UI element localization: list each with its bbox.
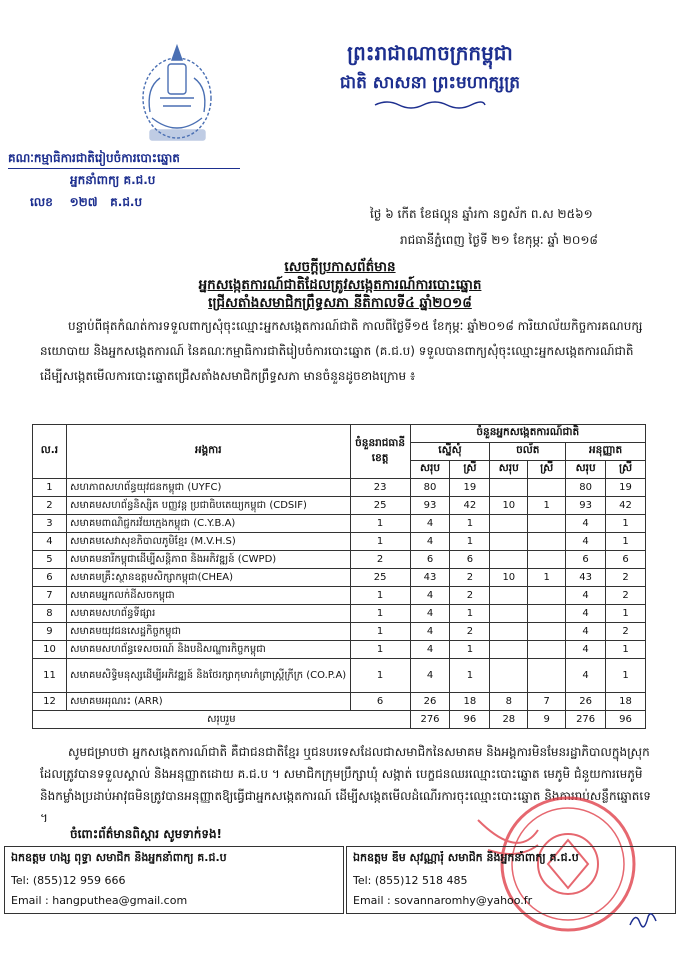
row-approved-female: 1 bbox=[606, 533, 646, 551]
contacts-section bbox=[4, 846, 676, 916]
row-approved-female: 19 bbox=[606, 479, 646, 497]
national-motto: ជាតិ សាសនា ព្រះមហាក្សត្រ bbox=[339, 73, 521, 93]
row-withdrawn-total bbox=[490, 605, 528, 623]
row-provinces: 1 bbox=[350, 515, 410, 533]
table-row bbox=[33, 587, 646, 605]
sub-header-total: សរុប bbox=[410, 461, 450, 479]
row-approved-total: 26 bbox=[566, 693, 606, 711]
row-applied-female: 1 bbox=[450, 659, 490, 693]
row-applied-female: 19 bbox=[450, 479, 490, 497]
row-withdrawn-female: 1 bbox=[528, 497, 566, 515]
total-approved-female: 96 bbox=[606, 711, 646, 729]
closing-line: ចំពោះព័ត៌មានពិស្តារ សូមទាក់ទង! bbox=[70, 827, 223, 841]
row-provinces: 1 bbox=[350, 623, 410, 641]
row-org: សមាគមពាណិជ្ជករវ័យក្មេងកម្ពុជា (C.Y.B.A) bbox=[66, 515, 350, 533]
contact-email[interactable]: Email : sovannaromhy@yahoo.fr bbox=[353, 894, 533, 907]
table-row bbox=[33, 623, 646, 641]
col-header-no: ល.រ bbox=[33, 425, 67, 479]
row-provinces: 1 bbox=[350, 641, 410, 659]
contact-name: ឯកឧត្តម ឌឹម សុវណ្ណារុំ សមាជិក និងអ្នកនាំពាក្យ គ.ជ.ប bbox=[353, 851, 579, 864]
table-row bbox=[33, 641, 646, 659]
contact-card bbox=[4, 846, 344, 914]
totals-label: សរុបរួម bbox=[33, 711, 411, 729]
committee-name: គណៈកម្មាធិការជាតិរៀបចំការបោះឆ្នោត bbox=[8, 151, 180, 165]
row-withdrawn-female bbox=[528, 641, 566, 659]
row-no: 3 bbox=[33, 515, 67, 533]
row-approved-total: 4 bbox=[566, 515, 606, 533]
row-provinces: 2 bbox=[350, 551, 410, 569]
row-no: 1 bbox=[33, 479, 67, 497]
row-approved-total: 6 bbox=[566, 551, 606, 569]
row-withdrawn-female bbox=[528, 605, 566, 623]
row-org: សមាគមអ្នកលក់ដីសចកម្ពុជា bbox=[66, 587, 350, 605]
table-row bbox=[33, 693, 646, 711]
row-approved-total: 4 bbox=[566, 659, 606, 693]
contact-card bbox=[346, 846, 676, 914]
row-applied-total: 43 bbox=[410, 569, 450, 587]
row-provinces: 25 bbox=[350, 569, 410, 587]
solar-date: រាជធានីភ្នំពេញ ថ្ងៃទី ២១ ខែកុម្ភៈ ឆ្នាំ ២០១៨ bbox=[400, 233, 598, 247]
table-row bbox=[33, 605, 646, 623]
row-approved-total: 4 bbox=[566, 587, 606, 605]
reference-number bbox=[30, 194, 142, 212]
table-row bbox=[33, 533, 646, 551]
row-no: 9 bbox=[33, 623, 67, 641]
row-applied-female: 6 bbox=[450, 551, 490, 569]
row-applied-total: 93 bbox=[410, 497, 450, 515]
row-no: 2 bbox=[33, 497, 67, 515]
ornament-divider-icon bbox=[370, 100, 490, 110]
row-approved-female: 42 bbox=[606, 497, 646, 515]
row-approved-total: 43 bbox=[566, 569, 606, 587]
row-applied-female: 2 bbox=[450, 569, 490, 587]
row-applied-female: 1 bbox=[450, 605, 490, 623]
kingdom-title: ព្រះរាជាណាចក្រកម្ពុជា bbox=[347, 41, 513, 65]
row-withdrawn-total: 8 bbox=[490, 693, 528, 711]
row-no: 5 bbox=[33, 551, 67, 569]
row-no: 10 bbox=[33, 641, 67, 659]
row-provinces: 23 bbox=[350, 479, 410, 497]
row-no: 12 bbox=[33, 693, 67, 711]
row-approved-female: 1 bbox=[606, 605, 646, 623]
announcement-title: សេចក្តីប្រកាសព័ត៌មាន bbox=[284, 259, 396, 275]
col-header-provinces: ចំនួនរាជធានីខេត្ត bbox=[350, 425, 410, 479]
row-provinces: 1 bbox=[350, 533, 410, 551]
row-approved-total: 4 bbox=[566, 623, 606, 641]
row-org: សមាគមសហព័ន្ធនិស្សិត បញ្ញវន្ត ប្រជាធិបតេយ្យកម្ពុជា (CDSIF) bbox=[66, 497, 350, 515]
row-no: 7 bbox=[33, 587, 67, 605]
committee-underline bbox=[8, 168, 240, 169]
row-approved-female: 1 bbox=[606, 515, 646, 533]
row-applied-total: 6 bbox=[410, 551, 450, 569]
row-approved-female: 18 bbox=[606, 693, 646, 711]
row-approved-total: 4 bbox=[566, 533, 606, 551]
table-row bbox=[33, 551, 646, 569]
row-org: សមាគមនារីកម្ពុជាដើម្បីសន្តិភាព និងអភិវឌ្ឍន៍ (CWPD) bbox=[66, 551, 350, 569]
sub-header-total: សរុប bbox=[490, 461, 528, 479]
totals-row bbox=[33, 711, 646, 729]
handwritten-initial-icon bbox=[626, 905, 662, 931]
row-approved-total: 4 bbox=[566, 641, 606, 659]
ref-number: ១២៧ bbox=[69, 195, 98, 209]
row-withdrawn-female bbox=[528, 551, 566, 569]
row-provinces: 1 bbox=[350, 605, 410, 623]
row-org: សមាគមអរុណរះ (ARR) bbox=[66, 693, 350, 711]
national-emblem-icon bbox=[130, 38, 225, 150]
ref-suffix: គ.ជ.ប bbox=[110, 195, 143, 209]
row-applied-female: 2 bbox=[450, 623, 490, 641]
row-withdrawn-total bbox=[490, 515, 528, 533]
total-applied: 276 bbox=[410, 711, 450, 729]
lunar-date: ថ្ងៃ ៦ កើត ខែផល្គុន ឆ្នាំរកា នព្វស័ក ព.ស ២៥៦១ bbox=[370, 207, 593, 221]
row-applied-total: 4 bbox=[410, 587, 450, 605]
row-approved-female: 6 bbox=[606, 551, 646, 569]
row-applied-female: 18 bbox=[450, 693, 490, 711]
row-no: 11 bbox=[33, 659, 67, 693]
contact-name: ឯកឧត្តម ហង្ស ពុទ្ធា សមាជិក និងអ្នកនាំពាក្យ គ.ជ.ប bbox=[11, 851, 227, 864]
row-applied-female: 42 bbox=[450, 497, 490, 515]
row-applied-female: 1 bbox=[450, 641, 490, 659]
sub-header-female: ស្រី bbox=[606, 461, 646, 479]
row-withdrawn-total bbox=[490, 641, 528, 659]
row-approved-total: 93 bbox=[566, 497, 606, 515]
row-provinces: 6 bbox=[350, 693, 410, 711]
row-org: សមាគមគ្រឹះស្ថានឧត្តមសិក្សាកម្ពុជា(CHEA) bbox=[66, 569, 350, 587]
row-withdrawn-female bbox=[528, 659, 566, 693]
announcement-subtitle-1: អ្នកសង្កេតការណ៍ជាតិដែលត្រូវសង្កេតការណ៍ការបោះឆ្នោត bbox=[198, 277, 482, 293]
table-row bbox=[33, 479, 646, 497]
row-withdrawn-total bbox=[490, 659, 528, 693]
contact-email[interactable]: Email : hangputhea@gmail.com bbox=[11, 894, 188, 907]
row-withdrawn-female bbox=[528, 623, 566, 641]
row-withdrawn-female bbox=[528, 587, 566, 605]
row-withdrawn-female: 7 bbox=[528, 693, 566, 711]
ref-label: លេខ bbox=[30, 195, 53, 209]
row-approved-female: 2 bbox=[606, 569, 646, 587]
col-header-observers: ចំនួនអ្នកសង្កេតការណ៍ជាតិ bbox=[410, 425, 645, 443]
row-provinces: 1 bbox=[350, 587, 410, 605]
row-org: សមាគមសេវាសុខភិបាលភូមិខ្មែរ (M.V.H.S) bbox=[66, 533, 350, 551]
row-withdrawn-female: 1 bbox=[528, 569, 566, 587]
row-applied-total: 80 bbox=[410, 479, 450, 497]
row-org: សមាគមសិទ្ធិមនុស្សដើម្បីអភិវឌ្ឍន៍ និងថែរក្សាកុមារកំព្រាស្ត្រីក្រីក្រ (CO.P.A) bbox=[66, 659, 350, 693]
total-applied-female: 96 bbox=[450, 711, 490, 729]
col-header-org: អង្គការ bbox=[66, 425, 350, 479]
row-withdrawn-total bbox=[490, 551, 528, 569]
col-header-approved: អនុញ្ញាត bbox=[566, 443, 646, 461]
col-header-withdrawn: ចល័ត bbox=[490, 443, 566, 461]
row-applied-total: 4 bbox=[410, 623, 450, 641]
row-withdrawn-total bbox=[490, 587, 528, 605]
total-withdrawn-female: 9 bbox=[528, 711, 566, 729]
row-withdrawn-total bbox=[490, 479, 528, 497]
row-withdrawn-total: 10 bbox=[490, 497, 528, 515]
row-applied-female: 2 bbox=[450, 587, 490, 605]
sub-header-female: ស្រី bbox=[528, 461, 566, 479]
row-approved-total: 4 bbox=[566, 605, 606, 623]
table-row bbox=[33, 515, 646, 533]
row-withdrawn-total bbox=[490, 533, 528, 551]
row-withdrawn-female bbox=[528, 515, 566, 533]
row-applied-total: 26 bbox=[410, 693, 450, 711]
row-no: 6 bbox=[33, 569, 67, 587]
table-row bbox=[33, 497, 646, 515]
announcement-subtitle-2: ជ្រើសតាំងសមាជិកព្រឹទ្ធសភា នីតិកាលទី៤ ឆ្នាំ២០១៨ bbox=[208, 295, 472, 311]
row-org: សមាគមយុវជនសេដ្ឋកិច្ចកម្ពុជា bbox=[66, 623, 350, 641]
table-row bbox=[33, 659, 646, 693]
row-org: សហភាពសហព័ន្ធយុវជនកម្ពុជា (UYFC) bbox=[66, 479, 350, 497]
row-withdrawn-female bbox=[528, 479, 566, 497]
sub-header-female: ស្រី bbox=[450, 461, 490, 479]
row-applied-total: 4 bbox=[410, 659, 450, 693]
table-row bbox=[33, 569, 646, 587]
row-approved-female: 1 bbox=[606, 659, 646, 693]
note-paragraph: សូមជម្រាបថា អ្នកសង្កេតការណ៍ជាតិ គឺជាជនជាតិខ្មែរ ឬជនបរទេសដែលជាសមាជិកនៃសមាគម និងអង្គការមិនមែនរដ្ឋាភិបាលក្នុងស្រុក ដែលត្រូវបានទទួលស្គាល់ និងអនុញ្ញាតដោយ គ.ជ.ប ។ សមាជិកក្រុមប្រឹក្សាឃុំ សង្កាត់ បេក្ខជនឈរឈ្មោះបោះឆ្នោត មេភូមិ ជំនួយការមេភូមិ និងកម្លាំងប្រដាប់អាវុធមិនត្រូវបានអនុញ្ញាតឱ្យធ្វើជាអ្នកសង្កេតការណ៍ ដើម្បីសង្កេតមើលដំណើរការចុះឈ្មោះបោះឆ្នោត និងការរាប់សន្លឹកឆ្នោតទេ ។ bbox=[40, 745, 651, 825]
row-withdrawn-female bbox=[528, 533, 566, 551]
row-approved-female: 2 bbox=[606, 587, 646, 605]
row-applied-total: 4 bbox=[410, 605, 450, 623]
contact-phone[interactable]: Tel: (855)12 959 666 bbox=[11, 874, 126, 887]
row-withdrawn-total: 10 bbox=[490, 569, 528, 587]
row-provinces: 25 bbox=[350, 497, 410, 515]
observers-table bbox=[32, 424, 646, 729]
row-approved-female: 2 bbox=[606, 623, 646, 641]
contact-phone[interactable]: Tel: (855)12 518 485 bbox=[353, 874, 468, 887]
sub-header-total: សរុប bbox=[566, 461, 606, 479]
row-applied-total: 4 bbox=[410, 515, 450, 533]
spokesperson-label: អ្នកនាំពាក្យ គ.ជ.ប bbox=[70, 173, 156, 187]
row-org: សមាគមសហព័ន្ធទីផ្សារ bbox=[66, 605, 350, 623]
col-header-applied: ស្នើសុំ bbox=[410, 443, 490, 461]
row-org: សមាគមសហព័ន្ធទេសចរណ៍ និងបដិសណ្ឋារកិច្ចកម្ពុជា bbox=[66, 641, 350, 659]
row-provinces: 1 bbox=[350, 659, 410, 693]
row-approved-female: 1 bbox=[606, 641, 646, 659]
row-applied-female: 1 bbox=[450, 515, 490, 533]
row-no: 4 bbox=[33, 533, 67, 551]
row-no: 8 bbox=[33, 605, 67, 623]
total-withdrawn: 28 bbox=[490, 711, 528, 729]
row-applied-female: 1 bbox=[450, 533, 490, 551]
total-approved: 276 bbox=[566, 711, 606, 729]
row-applied-total: 4 bbox=[410, 641, 450, 659]
intro-paragraph: បន្ទាប់ពីផុតកំណត់ការទទួលពាក្យសុំចុះឈ្មោះអ្នកសង្កេតការណ៍ជាតិ កាលពីថ្ងៃទី១៥ ខែកុម្ភៈ ឆ្នាំ២០១៨ ការិយាល័យកិច្ចការគណបក្សនយោបាយ និងអ្នកសង្កេតការណ៍ នៃគណៈកម្មាធិការជាតិរៀបចំការបោះឆ្នោត (គ.ជ.ប) ទទួលបានពាក្យសុំចុះឈ្មោះអ្នកសង្កេតការណ៍ជាតិ ដើម្បីសង្កេតមើលការបោះឆ្នោតជ្រើសតាំងសមាជិកព្រឹទ្ធសភា មានចំនួនដូចខាងក្រោម ៖ bbox=[40, 319, 643, 383]
row-withdrawn-total bbox=[490, 623, 528, 641]
row-approved-total: 80 bbox=[566, 479, 606, 497]
row-applied-total: 4 bbox=[410, 533, 450, 551]
